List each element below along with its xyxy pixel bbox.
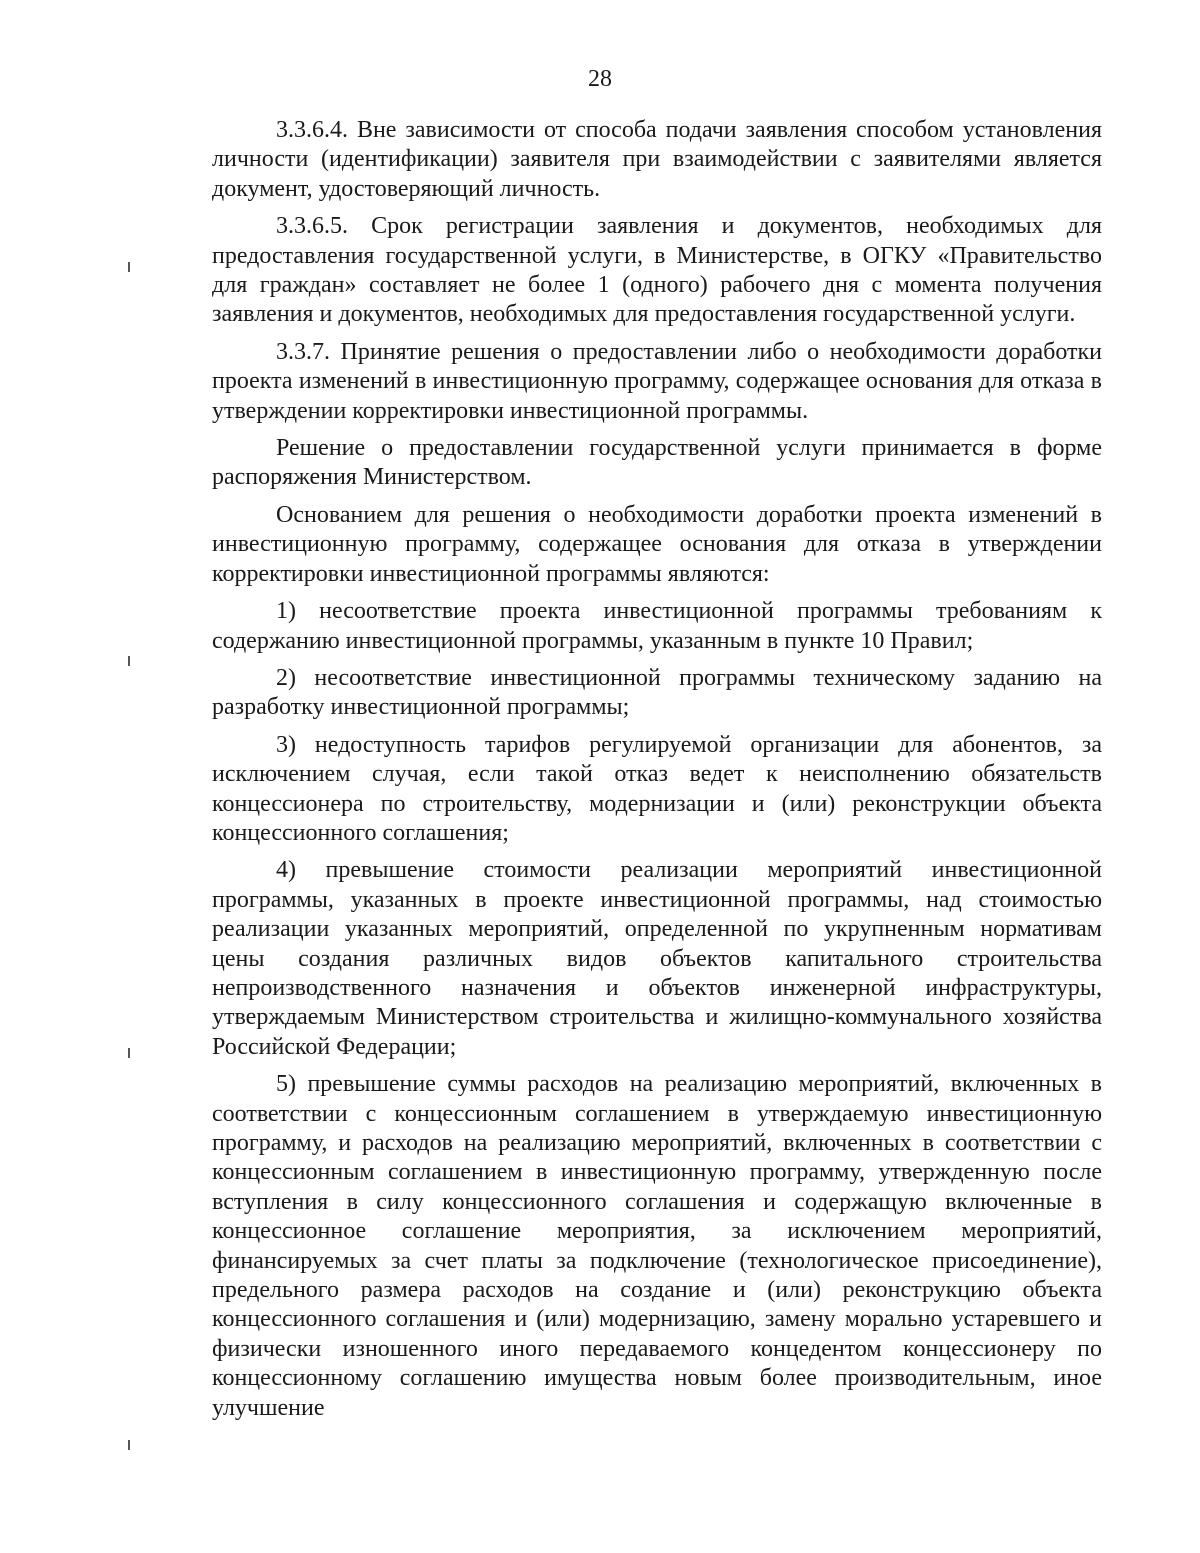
scan-margin-mark [128, 1440, 130, 1450]
paragraph-grounds-intro: Основанием для решения о необходимости доработки проекта изменений в инвестиционную программу, содержащее основания для отказа в утверждении корректировки инвестиционной программы являются: [212, 501, 1102, 587]
list-item-2: 2) несоответствие инвестиционной программы техническому заданию на разработку инвестиционной программы; [212, 664, 1102, 721]
list-item-4: 4) превышение стоимости реализации мероприятий инвестиционной программы, указанных в проекте инвестиционной программы, над стоимостью реализации указанных мероприятий, определенной по укрупненным нормативам цены создания различных видов объектов капитального строительства непроизводственного назначения и объектов инженерной инфраструктуры, утверждаемым Министерством строительства и жилищно-коммунального хозяйства Российской Федерации; [212, 857, 1102, 1060]
paragraph-decision-form: Решение о предоставлении государственной услуги принимается в форме распоряжения Министерством. [212, 435, 1102, 491]
list-item-1: 1) несоответствие проекта инвестиционной программы требованиям к содержанию инвестиционной программы, указанным в пункте 10 Правил; [212, 598, 1102, 654]
scan-margin-mark [128, 1048, 130, 1058]
paragraph-3-3-6-4: 3.3.6.4. Вне зависимости от способа подачи заявления способом установления личности (идентификации) заявителя при взаимодействии с заявителями является документ, удостоверяющий личность. [212, 117, 1102, 202]
page-number: 28 [588, 66, 612, 92]
scan-margin-mark [128, 656, 130, 666]
list-item-3: 3) недоступность тарифов регулируемой организации для абонентов, за исключением случая, если такой отказ ведет к неисполнению обязательств концессионера по строительству, модернизации и (или) реконструкции объекта концессионного соглашения; [212, 731, 1102, 846]
paragraph-3-3-6-5: 3.3.6.5. Срок регистрации заявления и документов, необходимых для предоставления государственной услуги, в Министерстве, в ОГКУ «Правительство для граждан» составляет не более 1 (одного) рабочего дня с момента получения заявления и документов, необходимых для предоставления государственной услуги. [212, 213, 1102, 328]
scan-margin-mark [128, 262, 130, 272]
document-body [212, 116, 1102, 1423]
paragraph-3-3-7: 3.3.7. Принятие решения о предоставлении либо о необходимости доработки проекта изменений в инвестиционную программу, содержащее основания для отказа в утверждении корректировки инвестиционной программы. [212, 338, 1102, 424]
list-item-5: 5) превышение суммы расходов на реализацию мероприятий, включенных в соответствии с концессионным соглашением в утверждаемую инвестиционную программу, и расходов на реализацию мероприятий, включенных в соответствии с концессионным соглашением в инвестиционную программу, утвержденную после вступления в силу концессионного соглашения и содержащую включенные в концессионное соглашение мероприятия, за исключением мероприятий, финансируемых за счет платы за подключение (технологическое присоединение), предельного размера расходов на создание и (или) реконструкцию объекта концессионного соглашения и (или) модернизацию, замену морально устаревшего и физически изношенного иного передаваемого концедентом концессионеру по концессионному соглашению имущества новым более производительным, иное улучшение [212, 1071, 1102, 1421]
